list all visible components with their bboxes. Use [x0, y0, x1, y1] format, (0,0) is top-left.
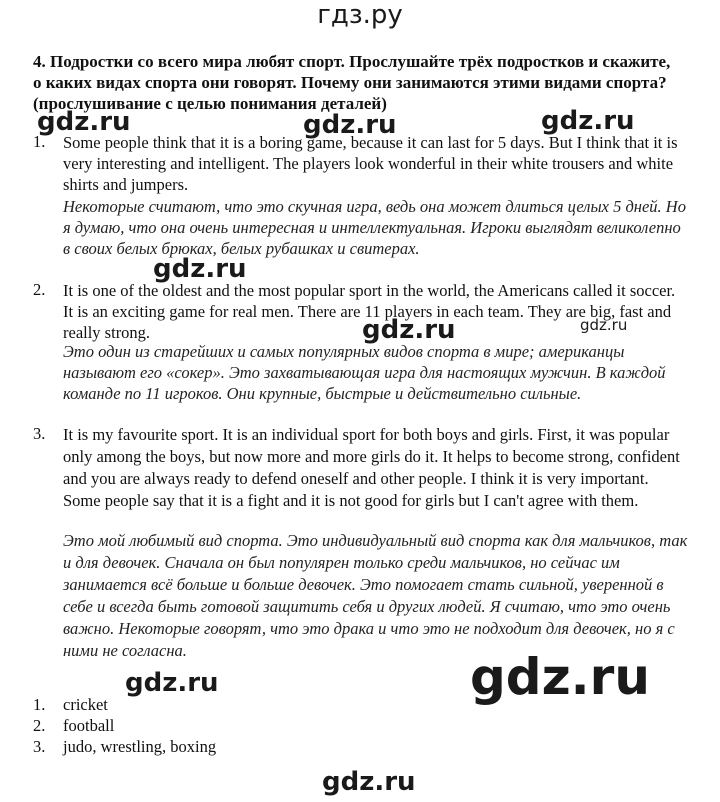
watermark: gdz.ru	[580, 316, 628, 334]
answer-item	[33, 694, 108, 715]
item-russian-translation: Это мой любимый вид спорта. Это индивидуальный вид спорта как для мальчиков, так и для девочек. Сначала он был популярен только среди мальчиков, но сейчас им занимается всё больше и больше девочек. Это помогает стать сильной, уверенной в себе и всегда быть готовой защитить себя и других людей. Я считаю, что это очень важно. Некоторые говорят, что это драка и что это не подходит для девочек, но я с ними не согласна.	[63, 531, 688, 660]
item-english-text: It is my favourite sport. It is an individual sport for both boys and girls. First, it was popular only among the boys, but now more and more girls do it. It helps to become strong, confident and you are always ready to defend oneself and other people. I think it is very important. Some people say that it is a fight and it is not good for girls but I can't agree with them.	[63, 425, 680, 510]
watermark: gdz.ru	[362, 315, 456, 345]
answer-text: cricket	[63, 695, 108, 714]
answer-item	[33, 715, 114, 736]
answer-text: football	[63, 716, 115, 735]
watermark: gdz.ru	[37, 107, 131, 137]
watermark: gdz.ru	[303, 110, 397, 140]
item-russian-translation: Некоторые считают, что это скучная игра, ведь она может длиться целых 5 дней. Но я думаю, что она очень интересная и интеллектуальная. Игроки выглядят великолепно в своих белых брюках, белых рубашках и свитерах.	[63, 197, 686, 258]
watermark: gdz.ru	[541, 106, 635, 136]
watermark: gdz.ru	[322, 767, 416, 797]
item-number: 2.	[33, 280, 46, 299]
answer-number: 2.	[33, 716, 46, 735]
item-russian-translation: Это один из старейших и самых популярных видов спорта в мире; американцы называют его «сокер». Это захватывающая игра для настоящих мужчин. В каждой команде по 11 игроков. Они крупные, быстрые и действительно сильные.	[63, 342, 666, 403]
item-english-text: Some people think that it is a boring game, because it can last for 5 days. But I think that it is very interesting and intelligent. The players look wonderful in their white trousers and white shirts and jumpers.	[63, 133, 678, 194]
item-number: 3.	[33, 424, 46, 443]
watermark: gdz.ru	[470, 648, 650, 706]
answer-number: 1.	[33, 695, 46, 714]
watermark: gdz.ru	[153, 254, 247, 284]
site-header[interactable]: гдз.ру	[317, 0, 403, 30]
task-title: 4. Подростки со всего мира любят спорт. Прослушайте трёх подростков и скажите, о каких видах спорта они говорят. Почему они занимаются этими видами спорта? (прослушивание с целью понимания деталей)	[33, 52, 671, 113]
item-english-text: It is one of the oldest and the most popular sport in the world, the Americans called it soccer. It is an exciting game for real men. There are 11 players in each team. They are big, fast and really strong.	[63, 281, 676, 342]
item-number: 1.	[33, 132, 46, 151]
answer-number: 3.	[33, 737, 46, 756]
answer-text: judo, wrestling, boxing	[63, 737, 217, 756]
watermark: gdz.ru	[125, 668, 219, 698]
answer-item	[33, 736, 216, 757]
